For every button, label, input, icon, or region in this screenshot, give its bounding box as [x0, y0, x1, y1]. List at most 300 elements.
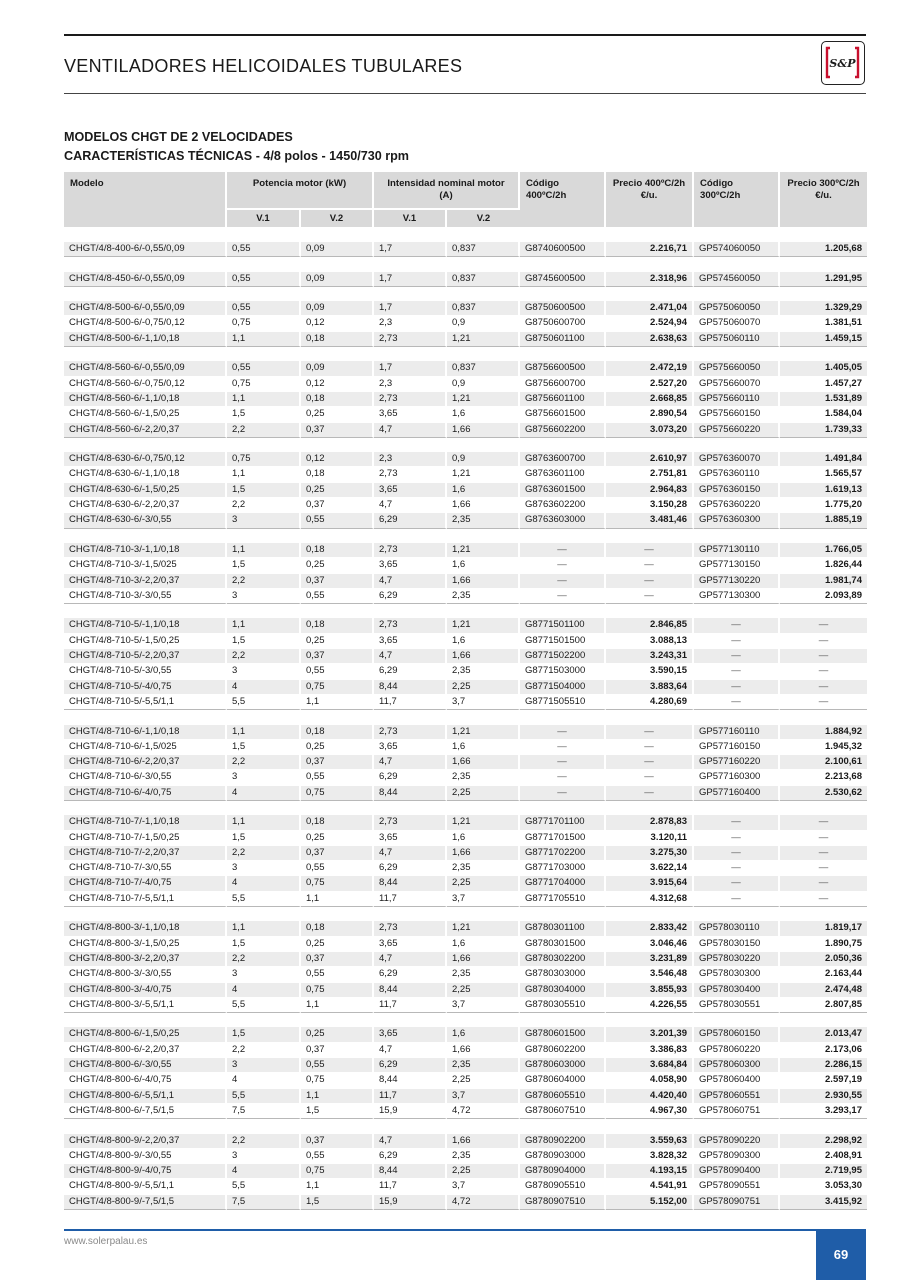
table-row: [64, 998, 867, 1013]
table-row: [64, 967, 867, 982]
cell-code300: GP578090220: [694, 1134, 780, 1149]
cell-current-v2: 2,25: [447, 983, 520, 998]
cell-power-v2: 0,37: [301, 498, 374, 513]
cell-model: CHGT/4/8-710-6/-1,5/025: [64, 740, 227, 755]
cell-power-v2: 0,09: [301, 242, 374, 257]
cell-power-v2: 0,25: [301, 831, 374, 846]
cell-model: CHGT/4/8-630-6/-1,1/0,18: [64, 467, 227, 482]
cell-code300: —: [694, 815, 780, 830]
cell-power-v1: 7,5: [227, 1195, 301, 1210]
table-row: [64, 543, 867, 558]
cell-power-v2: 1,1: [301, 998, 374, 1013]
cell-code300: —: [694, 664, 780, 679]
cell-current-v1: 6,29: [374, 589, 447, 604]
cell-power-v2: 1,5: [301, 1195, 374, 1210]
cell-current-v1: 2,3: [374, 452, 447, 467]
cell-price400: 3.386,83: [606, 1043, 694, 1058]
table-row: [64, 649, 867, 664]
cell-code400: G8780301100: [520, 921, 606, 936]
cell-code300: GP578090400: [694, 1164, 780, 1179]
table-row: [64, 467, 867, 482]
cell-power-v2: 0,75: [301, 1073, 374, 1088]
cell-price400: 2.878,83: [606, 815, 694, 830]
cell-code400: —: [520, 755, 606, 770]
cell-power-v2: 0,37: [301, 755, 374, 770]
cell-current-v2: 0,9: [447, 377, 520, 392]
cell-code300: GP578030400: [694, 983, 780, 998]
cell-model: CHGT/4/8-800-3/-1,5/0,25: [64, 937, 227, 952]
table-row: [64, 1104, 867, 1119]
cell-model: CHGT/4/8-560-6/-1,5/0,25: [64, 407, 227, 422]
cell-power-v2: 0,12: [301, 377, 374, 392]
cell-power-v1: 1,5: [227, 831, 301, 846]
cell-current-v1: 8,44: [374, 680, 447, 695]
cell-current-v1: 8,44: [374, 786, 447, 801]
cell-price400: —: [606, 755, 694, 770]
cell-price400: 3.590,15: [606, 664, 694, 679]
cell-price300: 2.013,47: [780, 1027, 867, 1042]
cell-code300: GP578060220: [694, 1043, 780, 1058]
cell-price300: 2.213,68: [780, 770, 867, 785]
cell-price300: 1.531,89: [780, 392, 867, 407]
cell-price400: 2.472,19: [606, 361, 694, 376]
cell-code300: GP575060070: [694, 316, 780, 331]
section-heading-line2: CARACTERÍSTICAS TÉCNICAS - 4/8 polos - 1450/730 rpm: [64, 149, 409, 163]
cell-code400: —: [520, 740, 606, 755]
cell-code300: GP578030220: [694, 952, 780, 967]
cell-price400: —: [606, 770, 694, 785]
cell-power-v1: 2,2: [227, 423, 301, 438]
cell-model: CHGT/4/8-710-5/-4/0,75: [64, 680, 227, 695]
cell-code300: GP575660070: [694, 377, 780, 392]
cell-price300: 1.619,13: [780, 483, 867, 498]
cell-price300: —: [780, 664, 867, 679]
cell-price400: 3.201,39: [606, 1027, 694, 1042]
cell-model: CHGT/4/8-630-6/-0,75/0,12: [64, 452, 227, 467]
group-spacer: [64, 907, 867, 921]
cell-power-v1: 1,1: [227, 543, 301, 558]
cell-power-v2: 0,18: [301, 543, 374, 558]
cell-price400: 3.231,89: [606, 952, 694, 967]
cell-code300: GP576360300: [694, 513, 780, 528]
page-title: VENTILADORES HELICOIDALES TUBULARES: [64, 56, 463, 76]
cell-code300: GP577160220: [694, 755, 780, 770]
table-row: [64, 786, 867, 801]
cell-power-v2: 0,55: [301, 1149, 374, 1164]
cell-price400: 3.046,46: [606, 937, 694, 952]
cell-power-v2: 0,37: [301, 1134, 374, 1149]
cell-price400: 3.150,28: [606, 498, 694, 513]
col-header-code400: Código 400ºC/2h: [520, 172, 606, 227]
col-header-price300: Precio 300ºC/2h €/u.: [780, 172, 867, 227]
cell-power-v1: 0,55: [227, 361, 301, 376]
cell-current-v2: 2,35: [447, 967, 520, 982]
logo-text: S&P: [829, 57, 856, 70]
cell-code400: G8780301500: [520, 937, 606, 952]
cell-code400: G8780602200: [520, 1043, 606, 1058]
cell-current-v1: 2,73: [374, 921, 447, 936]
cell-current-v2: 1,66: [447, 649, 520, 664]
cell-current-v1: 3,65: [374, 937, 447, 952]
cell-current-v1: 8,44: [374, 1073, 447, 1088]
cell-code400: G8771501100: [520, 618, 606, 633]
cell-power-v1: 1,5: [227, 1027, 301, 1042]
cell-current-v1: 4,7: [374, 1134, 447, 1149]
cell-model: CHGT/4/8-800-3/-3/0,55: [64, 967, 227, 982]
cell-power-v2: 0,37: [301, 846, 374, 861]
cell-current-v2: 1,21: [447, 543, 520, 558]
cell-code300: GP578030110: [694, 921, 780, 936]
cell-code300: GP578030300: [694, 967, 780, 982]
cell-code400: G8756601500: [520, 407, 606, 422]
cell-code300: GP578060300: [694, 1058, 780, 1073]
table-row: [64, 815, 867, 830]
cell-code400: G8750600700: [520, 316, 606, 331]
footer-url: www.solerpalau.es: [64, 1236, 148, 1247]
cell-power-v2: 0,18: [301, 332, 374, 347]
cell-code300: GP577130110: [694, 543, 780, 558]
cell-current-v2: 1,6: [447, 634, 520, 649]
cell-code400: G8780302200: [520, 952, 606, 967]
cell-current-v2: 4,72: [447, 1195, 520, 1210]
cell-price400: 4.967,30: [606, 1104, 694, 1119]
cell-model: CHGT/4/8-710-5/-2,2/0,37: [64, 649, 227, 664]
cell-model: CHGT/4/8-710-6/-1,1/0,18: [64, 725, 227, 740]
cell-code300: —: [694, 634, 780, 649]
cell-power-v1: 0,55: [227, 242, 301, 257]
cell-power-v2: 0,75: [301, 1164, 374, 1179]
footer-rule: [64, 1229, 816, 1231]
cell-code400: G8780303000: [520, 967, 606, 982]
cell-current-v1: 2,3: [374, 316, 447, 331]
col-header-current: Intensidad nominal motor (A): [374, 172, 520, 208]
table-row: [64, 831, 867, 846]
cell-code300: GP578030551: [694, 998, 780, 1013]
table-row: [64, 937, 867, 952]
cell-current-v1: 4,7: [374, 755, 447, 770]
cell-price300: —: [780, 815, 867, 830]
cell-power-v2: 1,1: [301, 1179, 374, 1194]
cell-price400: 2.668,85: [606, 392, 694, 407]
cell-model: CHGT/4/8-800-9/-3/0,55: [64, 1149, 227, 1164]
cell-current-v2: 0,837: [447, 272, 520, 287]
cell-power-v1: 1,5: [227, 740, 301, 755]
col-header-power-v2: V.2: [301, 208, 374, 227]
cell-power-v2: 0,25: [301, 483, 374, 498]
cell-current-v2: 1,6: [447, 831, 520, 846]
cell-power-v1: 4: [227, 1164, 301, 1179]
cell-price300: 1.766,05: [780, 543, 867, 558]
cell-price300: 2.530,62: [780, 786, 867, 801]
cell-current-v2: 4,72: [447, 1104, 520, 1119]
cell-current-v2: 1,66: [447, 846, 520, 861]
table-row: [64, 1164, 867, 1179]
cell-current-v2: 1,6: [447, 558, 520, 573]
cell-price400: 3.855,93: [606, 983, 694, 998]
cell-power-v1: 1,5: [227, 634, 301, 649]
cell-model: CHGT/4/8-710-7/-3/0,55: [64, 861, 227, 876]
cell-power-v2: 0,12: [301, 452, 374, 467]
cell-price400: 3.243,31: [606, 649, 694, 664]
cell-price300: 2.597,19: [780, 1073, 867, 1088]
cell-price300: 1.205,68: [780, 242, 867, 257]
cell-power-v1: 2,2: [227, 1134, 301, 1149]
cell-current-v2: 0,837: [447, 361, 520, 376]
table-row: [64, 695, 867, 710]
cell-price400: 3.559,63: [606, 1134, 694, 1149]
cell-code300: GP578030150: [694, 937, 780, 952]
cell-current-v1: 6,29: [374, 967, 447, 982]
cell-current-v2: 3,7: [447, 998, 520, 1013]
cell-price400: —: [606, 574, 694, 589]
cell-current-v1: 11,7: [374, 1089, 447, 1104]
cell-power-v2: 0,55: [301, 1058, 374, 1073]
cell-power-v2: 0,18: [301, 618, 374, 633]
cell-price300: —: [780, 831, 867, 846]
cell-power-v1: 3: [227, 861, 301, 876]
cell-current-v1: 6,29: [374, 1149, 447, 1164]
cell-model: CHGT/4/8-560-6/-0,75/0,12: [64, 377, 227, 392]
cell-code400: G8780607510: [520, 1104, 606, 1119]
cell-power-v2: 0,55: [301, 589, 374, 604]
cell-code300: GP577130150: [694, 558, 780, 573]
table-row: [64, 483, 867, 498]
cell-current-v1: 2,3: [374, 377, 447, 392]
cell-price400: —: [606, 558, 694, 573]
cell-price400: —: [606, 589, 694, 604]
cell-model: CHGT/4/8-710-5/-3/0,55: [64, 664, 227, 679]
cell-model: CHGT/4/8-710-7/-2,2/0,37: [64, 846, 227, 861]
cell-current-v2: 2,35: [447, 1058, 520, 1073]
cell-power-v1: 3: [227, 1149, 301, 1164]
cell-price400: 4.058,90: [606, 1073, 694, 1088]
cell-power-v2: 0,18: [301, 815, 374, 830]
cell-current-v1: 6,29: [374, 664, 447, 679]
cell-model: CHGT/4/8-800-9/-7,5/1,5: [64, 1195, 227, 1210]
table-row: [64, 423, 867, 438]
cell-price300: 1.565,57: [780, 467, 867, 482]
cell-model: CHGT/4/8-710-7/-1,1/0,18: [64, 815, 227, 830]
cell-price400: 2.751,81: [606, 467, 694, 482]
cell-current-v1: 3,65: [374, 634, 447, 649]
cell-price400: 2.216,71: [606, 242, 694, 257]
cell-power-v1: 1,1: [227, 815, 301, 830]
cell-code400: G8780904000: [520, 1164, 606, 1179]
cell-code300: GP576360110: [694, 467, 780, 482]
cell-code400: G8756600500: [520, 361, 606, 376]
cell-price300: 1.291,95: [780, 272, 867, 287]
cell-power-v1: 1,1: [227, 467, 301, 482]
cell-code400: G8780907510: [520, 1195, 606, 1210]
cell-current-v1: 3,65: [374, 740, 447, 755]
cell-power-v1: 2,2: [227, 574, 301, 589]
cell-power-v1: 0,75: [227, 452, 301, 467]
col-header-model: Modelo: [64, 172, 227, 227]
cell-current-v2: 3,7: [447, 892, 520, 907]
cell-price400: 3.073,20: [606, 423, 694, 438]
table-row: [64, 1149, 867, 1164]
cell-power-v2: 0,18: [301, 725, 374, 740]
cell-power-v1: 2,2: [227, 755, 301, 770]
cell-current-v2: 1,6: [447, 407, 520, 422]
cell-power-v2: 0,37: [301, 1043, 374, 1058]
cell-current-v1: 6,29: [374, 1058, 447, 1073]
cell-power-v1: 2,2: [227, 952, 301, 967]
group-spacer: [64, 1013, 867, 1027]
cell-current-v2: 2,35: [447, 861, 520, 876]
cell-price400: 4.541,91: [606, 1179, 694, 1194]
cell-price400: 2.846,85: [606, 618, 694, 633]
cell-code300: GP577160150: [694, 740, 780, 755]
cell-power-v2: 1,1: [301, 695, 374, 710]
cell-model: CHGT/4/8-800-6/-3/0,55: [64, 1058, 227, 1073]
cell-power-v1: 5,5: [227, 998, 301, 1013]
table-row: [64, 846, 867, 861]
cell-code400: G8780604000: [520, 1073, 606, 1088]
cell-code400: G8771501500: [520, 634, 606, 649]
table-row: [64, 1073, 867, 1088]
cell-current-v2: 1,21: [447, 392, 520, 407]
cell-code300: GP575660220: [694, 423, 780, 438]
group-spacer: [64, 801, 867, 815]
cell-current-v2: 0,9: [447, 452, 520, 467]
table-row: [64, 316, 867, 331]
title-rule: [64, 93, 866, 94]
table-row: [64, 407, 867, 422]
cell-current-v1: 11,7: [374, 695, 447, 710]
cell-price400: 4.226,55: [606, 998, 694, 1013]
cell-price400: 3.915,64: [606, 876, 694, 891]
cell-power-v1: 1,1: [227, 392, 301, 407]
cell-code300: GP578060400: [694, 1073, 780, 1088]
table-row: [64, 392, 867, 407]
cell-code400: G8780903000: [520, 1149, 606, 1164]
cell-current-v2: 0,837: [447, 242, 520, 257]
cell-current-v2: 2,25: [447, 786, 520, 801]
cell-price300: 1.890,75: [780, 937, 867, 952]
cell-power-v1: 1,1: [227, 332, 301, 347]
cell-current-v2: 2,25: [447, 1164, 520, 1179]
cell-price300: 1.491,84: [780, 452, 867, 467]
cell-model: CHGT/4/8-450-6/-0,55/0,09: [64, 272, 227, 287]
cell-power-v2: 0,12: [301, 316, 374, 331]
cell-code300: GP578060150: [694, 1027, 780, 1042]
cell-price400: 2.833,42: [606, 921, 694, 936]
cell-model: CHGT/4/8-630-6/-2,2/0,37: [64, 498, 227, 513]
cell-code400: G8756600700: [520, 377, 606, 392]
cell-price300: —: [780, 876, 867, 891]
cell-price400: 3.828,32: [606, 1149, 694, 1164]
cell-power-v2: 0,18: [301, 392, 374, 407]
cell-power-v2: 0,55: [301, 513, 374, 528]
cell-price400: 3.481,46: [606, 513, 694, 528]
cell-code300: GP577160300: [694, 770, 780, 785]
cell-code400: —: [520, 589, 606, 604]
table-row: [64, 952, 867, 967]
cell-code400: —: [520, 770, 606, 785]
cell-code400: G8763601100: [520, 467, 606, 482]
cell-code400: —: [520, 558, 606, 573]
cell-current-v1: 2,73: [374, 392, 447, 407]
cell-current-v2: 1,66: [447, 755, 520, 770]
cell-current-v1: 4,7: [374, 574, 447, 589]
table-row: [64, 498, 867, 513]
cell-price300: 2.173,06: [780, 1043, 867, 1058]
cell-power-v2: 0,37: [301, 952, 374, 967]
cell-model: CHGT/4/8-630-6/-1,5/0,25: [64, 483, 227, 498]
cell-code300: —: [694, 680, 780, 695]
cell-price300: 1.819,17: [780, 921, 867, 936]
cell-code400: G8780902200: [520, 1134, 606, 1149]
cell-code400: G8771705510: [520, 892, 606, 907]
table-row: [64, 770, 867, 785]
cell-price300: 2.050,36: [780, 952, 867, 967]
cell-price300: —: [780, 680, 867, 695]
cell-current-v2: 2,35: [447, 589, 520, 604]
cell-price300: 1.739,33: [780, 423, 867, 438]
cell-current-v2: 1,21: [447, 921, 520, 936]
cell-model: CHGT/4/8-800-3/-4/0,75: [64, 983, 227, 998]
cell-power-v1: 0,55: [227, 301, 301, 316]
table-row: [64, 892, 867, 907]
cell-power-v1: 4: [227, 786, 301, 801]
cell-current-v2: 2,35: [447, 664, 520, 679]
cell-current-v1: 2,73: [374, 543, 447, 558]
cell-model: CHGT/4/8-710-7/-5,5/1,1: [64, 892, 227, 907]
cell-current-v2: 1,66: [447, 423, 520, 438]
col-header-code300: Código 300ºC/2h: [694, 172, 780, 227]
cell-price300: 3.293,17: [780, 1104, 867, 1119]
group-spacer: [64, 347, 867, 361]
cell-current-v1: 2,73: [374, 467, 447, 482]
cell-code300: —: [694, 831, 780, 846]
table-row: [64, 1089, 867, 1104]
cell-code400: G8763600700: [520, 452, 606, 467]
cell-power-v2: 1,1: [301, 1089, 374, 1104]
cell-code300: GP574560050: [694, 272, 780, 287]
cell-price300: —: [780, 634, 867, 649]
cell-model: CHGT/4/8-710-3/-1,5/025: [64, 558, 227, 573]
cell-price300: 1.826,44: [780, 558, 867, 573]
cell-model: CHGT/4/8-710-7/-4/0,75: [64, 876, 227, 891]
table-row: [64, 664, 867, 679]
cell-power-v1: 1,5: [227, 937, 301, 952]
cell-model: CHGT/4/8-800-9/-2,2/0,37: [64, 1134, 227, 1149]
cell-price300: 1.381,51: [780, 316, 867, 331]
cell-code400: G8763603000: [520, 513, 606, 528]
cell-code300: GP578060751: [694, 1104, 780, 1119]
cell-price300: 1.459,15: [780, 332, 867, 347]
cell-current-v1: 3,65: [374, 1027, 447, 1042]
cell-price300: 3.415,92: [780, 1195, 867, 1210]
cell-current-v2: 1,6: [447, 937, 520, 952]
cell-model: CHGT/4/8-710-5/-1,5/0,25: [64, 634, 227, 649]
cell-model: CHGT/4/8-630-6/-3/0,55: [64, 513, 227, 528]
cell-price300: —: [780, 892, 867, 907]
cell-price300: —: [780, 846, 867, 861]
group-spacer: [64, 1119, 867, 1133]
cell-power-v1: 7,5: [227, 1104, 301, 1119]
table-row: [64, 1134, 867, 1149]
col-header-current-v1: V.1: [374, 208, 447, 227]
cell-current-v1: 8,44: [374, 1164, 447, 1179]
table-row: [64, 361, 867, 376]
cell-power-v2: 0,55: [301, 967, 374, 982]
table-row: [64, 680, 867, 695]
cell-code400: —: [520, 786, 606, 801]
cell-code300: —: [694, 876, 780, 891]
cell-price300: 1.981,74: [780, 574, 867, 589]
